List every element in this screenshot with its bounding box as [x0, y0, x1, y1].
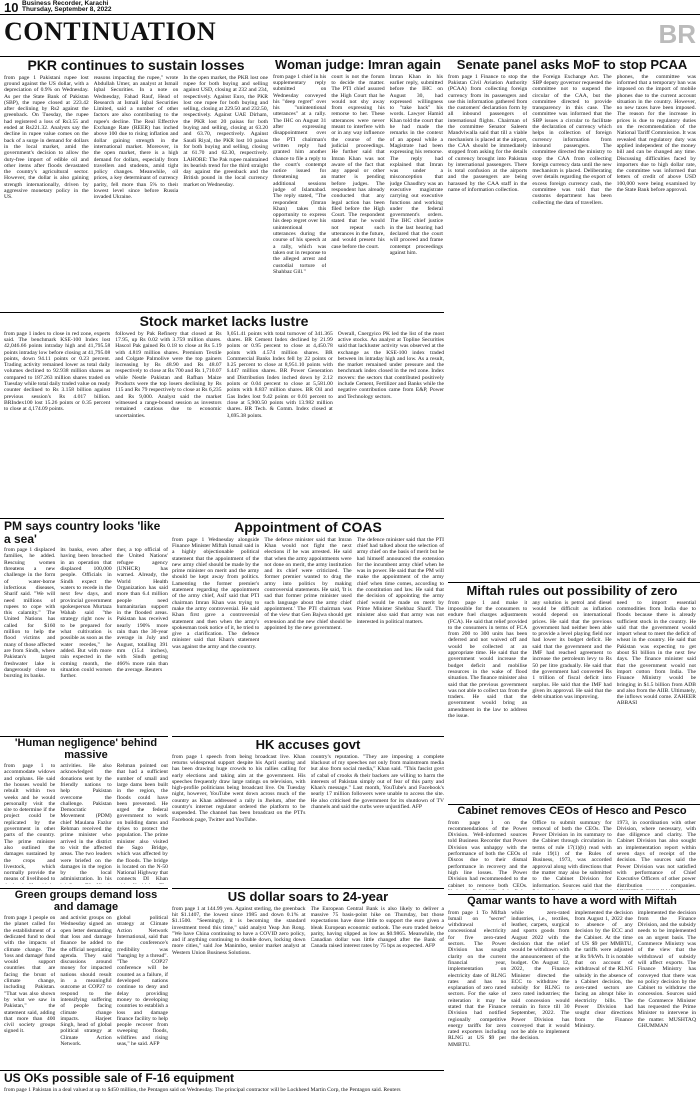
article-cabinet-col-2: Office to submit summary for removal of both the CEOs. The Power Division in its summary to the Cabinet through circulation in terms of rule 17(1)(b) read with rule 19(1) of the Rules of Business, 1973, was accorded approval along with directions that the matter may also be submitted to the Cabinet Division for information. Sources said that the	[532, 819, 612, 889]
article-green-col-3: global political strategy at Climate Action Network International, said that the conference's credibility was "hanging by a thread". "The COP27 conference will be counted as a failure, if developed nations continue to deny and delay providing money to developing countries to establish a loss and damage finance facility to help people recover from sweeping floods, wildfires and rising seas," he said. AFP	[116, 915, 168, 1048]
article-miftah-zero-title: Miftah rules out possibility of zero	[466, 584, 678, 598]
article-negligence-col-1: from page 1 to accommodate widows and orphans. He said the houses would be rebuilt within two weeks and he would personally visit the site to determine if the project could be replicated by the government in other parts of the country. The prime minister also outlined the damages sustained by the crops and livestock, which normally provide the means of livelihood to	[4, 763, 56, 883]
article-stock	[4, 314, 444, 514]
publication-name: Business Recorder, Karachi	[22, 0, 109, 7]
article-senate-col-2: the Foreign Exchange Act. The SBP deputy governor requested the committee not to suspend the circular of the CAA, but the committee directed to provide transparency in this case. The committee was informed that the SBP issues a circular to facilitate the declaration of currency which helps in collection of foreign currency information from inbound passengers. The committee directed the ministry to stop the CAA from collecting foreign currency data until the new mechanism is placed. Deliberating over details regarding the export of excess foreign currency cash, the committee was told that the customs department has been collecting the data of travellers.	[532, 73, 612, 206]
article-senate-col-1: from page 1 Finance to stop the Pakistan Civil Aviation Authority (PCAA) from collecting foreign currency from its passengers and use this information gathered from the customers' declaration form by all inbound passengers of international flights. Chairman of the committee Senator Saleem Mandviwalla said that till a viable mechanism is placed at the airport, the CAA should be immediately stopped from asking for the details of currency brought into Pakistan by international passengers. There is total confusion at the airports and the passengers are being harassed by the CAA staff in the name of information collection.	[448, 73, 528, 193]
article-cabinet-col-1: from page 1 on the recommendations of the Power Division. Well-informed sources told Business Recorder that Power Division was unhappy with the performance of both the CEOs of Discos due to their dismal performance in recovery and the high line losses. The Power Division had recommended to the cabinet to remove both CEOs.	[448, 819, 528, 889]
article-stock-col-2: followed by Pak Refinery that closed at Rs 17.95, up Rs 0.02 with 3.759 million shares. Hascol Pak gained Rs 0.18 to close at Rs 5.19 with 4.819 million shares. Premium Textile and Colgate Palmolive were the top gainers increasing by Rs 48.90 and Rs 48.07 respectively to close at Rs 700 and Rs 1,710.07 while Nestle Pakistan and Rafhan Maize Products were the top losers declining by Rs 115 and Rs 79 respectively to close at Rs 6,235 and Rs 9,000. Analyst said the market witnessed a range-bound session as investors remained cautious due to economic uncertainties.	[115, 330, 222, 419]
article-imran-col-2: court is not the forum to decide the matter. The PTI chief assured the High Court that he would not shy away from expressing his remorse to her. These utterances were never meant to interfere with or in any way influence the course of the judicial proceedings. He further said that Imran Khan was not aware of the fact that any appeal or other matter is pending before judges. The respondent has already conducted that any legal action has been filed before the High Court. The respondent stated that he would not repeat such utterances in the future, and would present his case before the court.	[331, 73, 385, 250]
article-stock-col-3: 9,051.41 points with total turnover of 341.365 shares. BR Cement Index declined by 21.99 points or 0.95 percent to close at 4,450.78 points with 4.574 million shares. BR Commercial Banks Index fell by 22 points or 0.25 percent to close at 8,951.10 points with 6.447 million shares. BR Power Generation and Distribution Index inched down by 2.12 points or 0.04 percent to close at 5,581.00 points with 8.837 million shares. BR Oil and Gas Index lost 9.42 points or 0.01 percent to close at 5,900.50 points with 13.982 million shares. BR Tech. & Comm. Index closed at 3,695.38 points.	[226, 330, 333, 419]
article-qamar-col-4: implemented the decision from the Finance Division, and the subsidy needs to be implemented on an urgent basis. The Commerce Ministry was of the view that the withdrawal of subsidy will affect exports. The Finance Ministry has conveyed that there was no policy decision by the Cabinet to withdraw the concession. Sources said the Commerce Minister has requested the Prime Minister to intervene in the matter. MUSHTAQ GHUMMAN	[637, 909, 696, 1029]
article-usdollar-title: US dollar soars to 24-year	[227, 890, 389, 904]
article-cabinet-col-3: 1973, in coordination with other Division, where necessary, with due diligence and clarity. The Cabinet Division has also sought an implementation report within seven days of receipt of the decision. The sources said the Power Division was not satisfied with performance of Chief Executive Officers of other power distribution companies.	[616, 819, 696, 889]
article-f16-col-1: from page 1 Pakistan in a deal valued at up to $450 million, the Pentagon said on Wednesday. The principal contractor will be Lockheed Martin Corp, the Pentagon said. Reuters	[4, 1086, 401, 1093]
article-hk-col-1: from page 1 speech from being broadcast live. Khan returns widespread support despite his April ousting and has been drawing huge crowds to his rallies calling for early elections and taking aim at the government. His speeches frequently draw large ratings on television, with high-profile politicians being broadcast live. On Tuesday night, however, YouTube went down across much of the country as Khan addressed a rally in Jhelum, after the country's internet regulator ordered the platform to be suspended. The channel has been broadcast on the PTI's Facebook page, Twitter and YouTube.	[172, 753, 306, 823]
article-senate	[448, 58, 696, 578]
article-miftah-zero-col-1: from page 1 and make it impossible for the consumers to endure fuel charges adjustments (FCA). He said that relief provided to the consumers in terms of FCA from 200 to 300 units has been deferred and not waived off and would be collected at an appropriate time. He said that the government would increase the budget deficit and mobilise resources in the wake of flood situation. The finance minister also said that the previous government was not able to collect tax from the traders. He said that the government would bring an amendment in the law to address the issue.	[448, 599, 528, 719]
article-coas	[172, 520, 444, 732]
article-qamar-col-1: from page 1 To Miftah Ismail on "secret" withdrawal of concessional electricity for five zero-rated sectors. The Power Division has sought clarity on the current financial year, implementation on electricity date of RLNG rates and has no explanation of zero rated sectors. For the sake of reiteration it may be stated that the Finance Division had notified regionally competitive energy tariffs for zero rated exporters including RLNG at US $9 per MMBTU.	[448, 909, 507, 1048]
article-pm-col-1: from page 1 displaced families, he added. Rescuing women threatens a new challenge in the form of water-borne infectious diseases, Sharif said. "We will need millions of rupees to cope with this calamity." The United Nations has called for $160 million to help the flood victims and many of those affected are from Sindh, where Pakistan's largest freshwater lake is dangerously close to bursting its banks.	[4, 547, 56, 680]
article-green-title: Green groups demand loss and damage	[14, 890, 158, 913]
article-coas-col-2: The defence minister said that Imran Khan would not fight the next elections if he was arrested. He said that when the army appointments were not done on merit, the army institution and its chief were criticized. The former premier wanted to drag the army into politics by making controversial statements. He said, 'It is sad that former prime minister used such language about the army chief appointment.' The PTI chairman was of the view that Gen Bajwa should get extension and the new chief should be appointed by the new government.	[264, 536, 352, 631]
article-usdollar	[172, 890, 444, 1068]
page-number: 10	[4, 0, 19, 15]
article-pkr-title: PKR continues to sustain losses	[27, 58, 245, 73]
publication-info	[22, 1, 111, 13]
article-miftah-zero-col-3: need to import essential commodities from India due to floods because there is already sufficient stock in the country. He said that the government would import wheat to meet the deficit of wheat in the country. He said that Pakistan was expecting to get about $1 billion in the next few days. The finance minister said that the government would not import cotton from India. The Finance Ministry would be bringing in $1.5 billion from ADB and also from the AIIB. Ultimately, the inflows would come. ZAHEER ABBASI	[616, 599, 696, 707]
article-qamar	[448, 896, 696, 1090]
article-usdollar-col-2: The European Central Bank is also likely to deliver a massive 75 basis-point hike on Thursday, but those expectations have done little to support the euro given a bleak European economic outlook. The euro traded below parity, having slipped as low as $0.9865. Meanwhile, the Canadian dollar was little changed after the Bank of Canada raised interest rates by 75 bps as expected. AFP	[310, 905, 444, 950]
article-negligence-title: 'Human negligence' behind massive	[14, 738, 158, 761]
article-pkr-col-2: reasons impacting the rupee," wrote Abdullah Umer, an analyst at Ismail Iqbal Securities. In a note on Wednesday, Fahad Rauf, Head of Research at Ismail Iqbal Securities Limited, said a number of other factors are also contributing to the rupee's decline. The Real Effective Exchange Rate (REER) has inched above 100 due to rising inflation and dollar gaining strength in the international market. Moreover, in the open market, there is a high demand for dollars, especially from travellers and students, amid tight policy changes. Meanwhile, oil prices, a key determinant of currency parity, fell more than 5% to their lowest level since before Russia invaded Ukraine.	[93, 74, 179, 201]
article-qamar-col-3: implemented the decision from August 1, 2022 due to absence of any decision by the ECC and the Cabinet. At the time of US $9 per MMBTU, the tariffs were adjusted at Rs 9/kWh. It is notable that on account of withdrawal of the RLNG subsidy in the absence of a Cabinet decision, the zero-rated sectors are facing an abrupt hike in electricity bills. The Power Division had sought clear directions from the Finance Ministry.	[574, 909, 633, 1029]
section-title: CONTINUATION	[4, 17, 217, 46]
article-pm-title: PM says country looks 'like a sea'	[4, 520, 161, 546]
article-miftah-zero-col-2: any solution is petrol and diesel would be difficult as inflation would depend on international prices. He said that the previous government had neither been able to provide a level playing field nor had lower its budget deficit. He said that the government and the IMF had reached agreement to increase the petroleum levy to Rs 50 per litre gradually. He said that the government had converted Rs 1 trillion of fiscal deficit into surplus. He said that the IMF had given its approval. He said that the debt situation was improving.	[532, 599, 612, 701]
article-f16-title: US OKs possible sale of F-16 equipment	[4, 1072, 235, 1085]
article-negligence	[4, 738, 168, 884]
article-qamar-title: Qamar wants to have a word with Miftah	[467, 896, 677, 907]
article-negligence-col-2: activities. He also acknowledged the donations sent by the friendly nations to help Pakistan overcome the challenge. Pakistan Democratic Movement (PDM) chief Maulana Fazlur Rehman received the prime minister who arrived in the district to visit the affected areas. The two leaders were briefed on the damages in the region by the local administration. In his	[60, 763, 112, 883]
article-pkr-col-1: from page 1 Pakistani rupee lost ground against the US dollar, with a depreciation of 0.9% on Wednesday. As per the State Bank of Pakistan (SBP), the rupee closed at 223.42 after declining by Rs2 against the greenback. On Tuesday, the rupee had registered a loss of Rs3.55 and ended at Rs221.32. Analysts say the decline in rupee value comes on the back of a surge in demand for dollars in the local market, amid the government's decision to allow the duty-free import of edible oil and other items after floods devastated the country's agricultural sector. However, the dollar is also gaining strength internationally, driven by aggressive monetary policy in the US.	[4, 74, 89, 201]
article-green-col-1: from page 1 people on the planet called for the establishment of a dedicated fund to deal with the impacts of climate change. The 'loss and damage' fund would support countries that are facing the brunt of climate change, including Pakistan. "That was also shown by what we saw in Pakistan," the statement said, adding that more than 400 civil society groups signed it.	[4, 915, 56, 1035]
article-hk	[172, 738, 444, 884]
article-miftah-zero	[448, 584, 696, 800]
br-logo: BR	[658, 19, 696, 49]
article-stock-col-4: Overall, Cnergyico PK led the list of the most active stocks. An analyst at Topline Securities said that lackluster activity was observed at the exchange as the KSE-100 index traded between its intraday high and low. As a result, the market remained under pressure and the benchmark index closed in the red zone. Index movers: the sectors that contributed positively include Cement, Fertilizer and Banks while the negative contribution came from E&P, Power and Technology sectors.	[337, 330, 444, 400]
article-coas-col-3: The defence minister said that the PTI chief had talked about the selection of army chief on the basis of merit but he had himself announced the extension for the incumbent army chief when he was in power. He said that the PM will make the appointment of the army chief when time comes, according to the constitution and law. He said that the decision of appointing the army chief would be made on merit by Prime Minister Shehbaz Sharif. The minister also said that army was not interested in political matters.	[356, 536, 444, 625]
article-coas-col-1: from page 1 Wednesday alongside Finance Minister Miftah Ismail said in a highly objectionable political statement that the appointment of the new army chief should be made by the prime minister on merit and the army should be kept away from politics. Lamenting the former premier's statement regarding the appointment of the army chief, Asif said that PTI chairman Imran Khan was trying to make the army controversial. He said Khan first gave a controversial statement and then when the army's spokesman took notice of it, he tried to give a clarification. The defence minister said that Khan's statement was against the army and the country.	[172, 536, 260, 650]
article-coas-title: Appointment of COAS	[234, 520, 382, 535]
article-senate-title: Senate panel asks MoF to stop PCAA	[456, 58, 688, 72]
article-negligence-col-3: Rehman pointed out that had a sufficient number of small and large dams been built in the region, the floods could have been prevented. He urged the federal government to work on building dams and dykes to protect the population. The prime minister also visited the Sago Bridge, which was affected by the floods. The bridge is located on the N-50 National Highway that connects DI Khan	[116, 763, 168, 883]
section-masthead	[0, 14, 700, 49]
article-imran-title: Woman judge: Imran again	[275, 58, 441, 72]
article-imran-col-1: from page 1 chief in his supplementary reply submitted on Wednesday conveyed his "deep regret" over his "unintentional utterances" at a rally. The IHC on August 31 after expressing disappointment over the PTI chairman's written reply had granted him another chance to file a reply to the court's contempt notice issued for threatening an additional sessions judge of Islamabad. The reply stated, "The respondent (Imran Khan) takes this opportunity to express his deep regret over his unintentional utterances during the course of his speech at a rally, which was taken out in response to the alleged arrest and custodial torture of Shahbaz Gill."	[273, 73, 327, 275]
article-imran-col-3: Imran Khan in his earlier reply, submitted before the IHC on August 30, had expressed willingness to "take back" his words. Lawyer Hamid Khan told the court that he had made the remarks in the context of an appeal while a Magistrate had been expressing his remorse. The reply had explained that Imran was under a misconception that judge Chaudhry was an executive magistrate carrying out executive functions and working under the federal government's orders. The IHC chief justice in the last hearing had declared that the court will proceed and frame contempt proceedings against him.	[389, 73, 443, 256]
article-green-col-2: and activist groups on Wednesday signed an open letter demanding that loss and damage finance be added to the official negotiating agenda. They said discussions around money for impacted nations should result in a meaningful outcome at COP27 to respond to the intensifying suffering of people facing climate change impacts. Harjeet Singh, head of global political strategy at Climate Action Network.	[60, 915, 112, 1048]
page-header	[0, 0, 700, 14]
article-green	[4, 890, 168, 1068]
article-pkr-col-3: In the open market, the PKR lost one rupee for both buying and selling against USD, closing at 232 and 234, respectively. Against Euro, the PKR lost one rupee for both buying and selling, closing at 229.50 and 232.50, respectively. Against UAE Dirham, the PKR lost 20 paisas for both buying and selling, closing at 63.20 and 63.70, respectively. Against Saudi Riyal, the PKR lost 10 paisas for both buying and selling, closing at 61.70 and 62.30, respectively. LAHORE: The Pak rupee maintained its bearish trend for the third straight day against the greenback and the British pound in the local currency market on Wednesday.	[183, 74, 268, 188]
article-imran	[273, 58, 443, 308]
article-stock-col-1: from page 1 index to close in red zone, experts said. The benchmark KSE-100 Index lost 42,046.66 points intraday high and 41,795.58 points intraday low before closing at 41,795.08 points, down 94.11 points or 0.23 percent. Trading activity remained lower as total daily volumes declined to 92.938 million shares as compared to 187.263 million shares traded on Tuesday while total daily traded value on ready counter declined to Rs 3.158 billion against previous session's Rs 4.017 billion. BRIndex100 lost 15.26 points or 0.35 percent to close at 4,174.09 points.	[4, 330, 111, 413]
article-cabinet	[448, 806, 696, 890]
article-cabinet-title: Cabinet removes CEOs of Hesco and Pesco	[457, 806, 687, 817]
article-pm-col-2: its banks, even after having been breached in an operation that displaced 100,000 people. Officials in Sindh expect the waters to recede in the next few days, and provincial government spokesperson Murtaza Wahab said "the strategy right now is to be prepared for what cultivation is possible as soon as the water recedes," he added. But with more rain expected in the coming month, the situation could worsen further.	[60, 547, 112, 680]
article-pkr	[4, 58, 268, 308]
article-hk-col-2: country's reputation. "They are imposing a complete blackout of my speeches not only from mainstream media but also from social media," Khan said. "This fascist govt of cabal of crooks & their backers are willing to harm the interests of Pakistan simply out of fear of this party and Khan's message." Last month, YouTube's and Facebook's nearly 17 million followers were unable to access the site. He also criticised the government for its shutdown of TV channels and said the curbs were unjustified. AFP	[310, 753, 444, 811]
publication-date: Thursday, September 8, 2022	[22, 6, 112, 13]
article-usdollar-col-1: from page 1 at 144.99 yen. Against sterling, the greenback hit $1.1407, the lowest since 1985 and down 0.1% at $1.1500. "Seemingly, it is becoming the standard investment trend this time," said analyst Yeap Jun Rong. "We have China continuing to have a COVID zero policy, and if anything continuing to double down, locking down more cities," said Joe Manimbo, senior market analyst at Western Union Business Solutions.	[172, 905, 306, 956]
article-qamar-col-2: while zero-rated industries, i.e., textiles, leather, carpets, surgical and sports goods from August 2022 with the decision that the relief would be withdrawn with the announcement of the budget. On August 12, 2022, the Finance Minister directed the ECC to withdraw the subsidy for RLNG to zero rated industries; the said concession would remain in force till 30 September, 2022. The Power Division has conveyed that it would not be able to implement the decision.	[511, 909, 570, 1042]
article-senate-col-3: phones, the committee was informed that a temporary ban was imposed on the import of mobile phones due to the current account situation in the country. However, no new taxes have been imposed. The reason for the increase in prices is due to regulatory duties on the recommendation of the National Tariff Commission. It was revealed that regulatory duty was applied independent of the money bill and can be changed any time. Discussing difficulties faced by importers due to high dollar rate, the committee was informed that letters of credit of above USD 100,000 were being examined by the State Bank before approval.	[616, 73, 696, 193]
article-pm-col-3: ther, a top official of the United Nations' refugee agency (UNHCR) has warned. Already, the World Health Organization has said more than 6.4 million people need humanitarian support in the flooded areas. Pakistan has received nearly 190% more rain than the 30-year average in July and August, totalling 391 mm (15.4 inches), with Sindh getting 466% more rain than the average. Reuters	[116, 547, 168, 673]
article-hk-title: HK accuses govt	[255, 738, 361, 752]
article-pm	[4, 520, 168, 732]
article-f16	[4, 1072, 444, 1094]
article-stock-title: Stock market lacks lustre	[139, 314, 309, 329]
